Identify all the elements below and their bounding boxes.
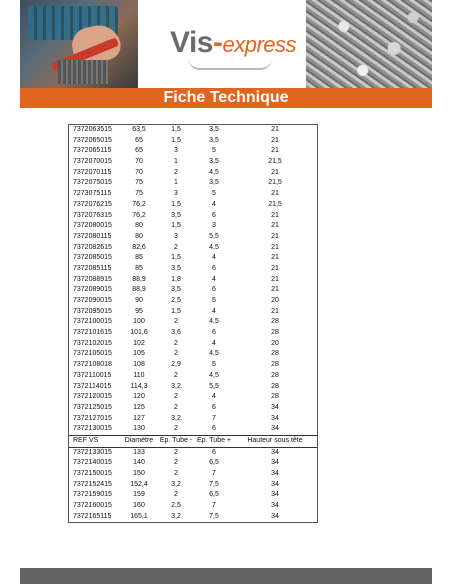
table-row [69,512,317,523]
table-cell: 34 [271,480,279,488]
table-cell: 6 [212,286,216,294]
table-cell: 127 [133,414,145,422]
table-cell: 21 [271,232,279,240]
table-cell: 7372080115 [73,232,112,240]
table-row [69,232,317,243]
table-cell: 7372088915 [73,275,112,283]
table-row [69,296,317,307]
table-cell: 28 [271,329,279,337]
table-cell: 7372127015 [73,414,112,422]
table-cell: 1 [174,179,178,187]
table-cell: 4,5 [209,318,219,326]
logo-swoosh [188,58,272,70]
table-cell: 1,8 [171,275,181,283]
table-cell: 21 [271,275,279,283]
table-cell: 4 [212,275,216,283]
table-cell: 76,2 [132,211,146,219]
table-cell: 4,5 [209,371,219,379]
table-cell: 75 [135,179,143,187]
table-cell: 7372089015 [73,286,112,294]
table-cell: 21 [271,147,279,155]
table-cell: 34 [271,425,279,433]
table-cell: 5,5 [209,232,219,240]
table-row [69,414,317,425]
table-cell: 21 [271,286,279,294]
table-cell: 2 [174,393,178,401]
table-cell: 21,5 [268,179,282,187]
table-cell: 2 [174,318,178,326]
table-cell: 34 [271,459,279,467]
table-cell: 7372070015 [73,158,112,166]
table-cell: 7372075015 [73,179,112,187]
table-cell: 7372070115 [73,168,112,176]
table-cell: 34 [271,414,279,422]
table-cell: 6 [212,329,216,337]
table-cell: 2 [174,350,178,358]
table-row [69,448,317,459]
table-cell: 3,5 [209,136,219,144]
table-cell: 4,5 [209,350,219,358]
table-cell: 3,2 [171,512,181,520]
table-cell: 3,5 [209,179,219,187]
table-cell: 105 [133,350,145,358]
brand-logo [170,26,296,60]
table-cell: 28 [271,371,279,379]
table-cell: 2 [174,168,178,176]
header-banner [20,0,432,88]
table-cell: 101,6 [130,329,148,337]
table-cell: 4 [212,393,216,401]
table-cell: 7372120015 [73,393,112,401]
table-cell: 1,5 [171,126,181,133]
table-cell: 7372101615 [73,329,112,337]
table-cell: 2 [174,403,178,411]
table-cell: 5 [212,361,216,369]
table-cell: 80 [135,222,143,230]
table-cell: 21 [271,243,279,251]
table-row [69,480,317,491]
table-row [69,189,317,200]
table-cell: 3,5 [209,126,219,133]
table-cell: 90 [135,297,143,304]
table-cell: 159 [133,491,145,499]
table-row [69,328,317,339]
table-cell: 4 [212,254,216,262]
table-cell: 63,5 [132,126,146,133]
table-cell: 88,9 [132,286,146,294]
table-cell: 3,2 [171,382,181,390]
table-cell: 7372133015 [73,448,112,456]
brand-name: Vis [170,26,213,59]
table-row [69,157,317,168]
table-row [69,490,317,501]
table-cell: 5 [212,147,216,155]
table-row [69,136,317,147]
table-cell: 21 [271,254,279,262]
table-cell: 7372085115 [73,264,112,272]
table-cell: 114,3 [130,382,148,390]
page-title: Fiche Technique [20,88,432,108]
table-cell: 21 [271,211,279,219]
table-cell: 2 [174,371,178,379]
table-cell: 3,5 [209,158,219,166]
table-cell: 7,5 [209,512,219,520]
table-row [69,178,317,189]
table-cell: 3,5 [171,211,181,219]
table-cell: 88,9 [132,275,146,283]
table-cell: 7372150015 [73,470,112,477]
table-row [69,146,317,157]
table-cell: 28 [271,361,279,369]
table-cell: 21 [271,307,279,315]
table-cell: 7372160015 [73,502,112,510]
workshop-photo [20,0,138,88]
table-cell: 34 [271,403,279,411]
table-cell: 7372110015 [73,371,112,379]
table-cell: 1,5 [171,200,181,208]
table-cell: 3,5 [171,264,181,272]
table-cell: 7372152415 [73,480,112,488]
table-cell: 150 [133,470,145,477]
table-cell: 5,5 [209,382,219,390]
table-cell: 102 [133,339,145,347]
table-cell: 7372065015 [73,136,112,144]
table-cell: 21 [271,222,279,230]
table-cell: 1,5 [171,222,181,230]
column-header: Diamètre [124,436,154,444]
table-cell: 65 [135,147,143,155]
table-cell: 2,5 [171,502,181,510]
table-cell: 2 [174,491,178,499]
table-cell: 34 [271,512,279,520]
table-cell: 21 [271,136,279,144]
table-cell: 3,5 [171,286,181,294]
brand-suffix: express [222,32,297,57]
table-cell: 7372090015 [73,297,112,304]
column-header: Ep. Tube + [196,436,232,444]
table-cell: 85 [135,254,143,262]
table-cell: 28 [271,350,279,358]
table-cell: 7,5 [209,480,219,488]
table-cell: 2,9 [171,361,181,369]
table-cell: 21,5 [268,158,282,166]
table-header-row [69,435,317,448]
table-row [69,243,317,254]
table-row [69,469,317,480]
table-row [69,360,317,371]
table-cell: 21 [271,126,279,133]
table-cell: 165,1 [130,512,148,520]
table-row [69,317,317,328]
table-cell: 3 [174,232,178,240]
table-cell: 3,6 [171,329,181,337]
table-row [69,125,317,136]
table-row [69,221,317,232]
table-cell: 7372102015 [73,339,112,347]
table-cell: 7372076215 [73,200,112,208]
table-cell: 160 [133,502,145,510]
table-cell: 130 [133,425,145,433]
table-cell: 7372125015 [73,403,112,411]
table-cell: 108 [133,361,145,369]
table-row [69,458,317,469]
table-cell: 34 [271,470,279,477]
footer-bar [20,568,432,584]
table-cell: 2 [174,448,178,456]
table-cell: 7372140015 [73,459,112,467]
table-cell: 34 [271,502,279,510]
table-cell: 7372080015 [73,222,112,230]
table-row [69,253,317,264]
table-cell: 1,5 [171,136,181,144]
table-cell: 70 [135,158,143,166]
table-cell: 5 [212,190,216,198]
table-cell: 3,2 [171,480,181,488]
table-row [69,371,317,382]
table-cell: 20 [271,297,279,304]
table-cell: 20 [271,339,279,347]
table-cell: 7372108018 [73,361,112,369]
table-cell: 7372159015 [73,491,112,499]
table-row [69,424,317,435]
table-row [69,349,317,360]
table-cell: 6 [212,403,216,411]
table-cell: 6 [212,448,216,456]
table-cell: 133 [133,448,145,456]
table-cell: 6 [212,211,216,219]
table-cell: 2 [174,425,178,433]
table-cell: 7372165115 [73,512,112,520]
table-cell: 95 [135,307,143,315]
table-cell: 4,5 [209,168,219,176]
table-cell: 1 [174,158,178,166]
table-cell: 7372076315 [73,211,112,219]
table-cell: 3 [174,147,178,155]
table-cell: 152,4 [130,480,148,488]
table-cell: 28 [271,382,279,390]
table-row [69,168,317,179]
table-cell: 6,5 [209,459,219,467]
table-row [69,307,317,318]
table-cell: 7372095015 [73,307,112,315]
table-cell: 21,5 [268,200,282,208]
table-cell: 140 [133,459,145,467]
table-cell: 120 [133,393,145,401]
table-cell: 21 [271,190,279,198]
table-cell: 2 [174,243,178,251]
table-row [69,339,317,350]
table-cell: 7372082615 [73,243,112,251]
table-cell: 7372114015 [73,382,112,390]
table-cell: 4 [212,339,216,347]
table-cell: 5 [212,297,216,304]
table-cell: 80 [135,232,143,240]
column-header: Hauteur sous tête [247,436,303,444]
table-cell: 1,5 [171,254,181,262]
table-cell: 28 [271,318,279,326]
spec-table [68,124,318,523]
table-cell: 3,2 [171,414,181,422]
table-cell: 2 [174,459,178,467]
brand-hyphen: - [213,26,223,59]
parts-box-graphic [58,60,108,84]
table-cell: 7372063515 [73,126,112,133]
table-cell: 7372085015 [73,254,112,262]
table-cell: 7273075115 [73,190,112,198]
table-row [69,211,317,222]
table-cell: 4,5 [209,243,219,251]
table-cell: 70 [135,168,143,176]
table-cell: 4 [212,200,216,208]
screws-photo [306,0,432,88]
table-cell: 7372105015 [73,350,112,358]
table-row [69,264,317,275]
table-row [69,200,317,211]
table-cell: 6 [212,264,216,272]
table-cell: 75 [135,190,143,198]
table-cell: 65 [135,136,143,144]
table-cell: 110 [133,371,145,379]
table-cell: 34 [271,448,279,456]
table-cell: 76,2 [132,200,146,208]
table-row [69,382,317,393]
table-cell: 7372065115 [73,147,112,155]
table-cell: 100 [133,318,145,326]
table-cell: 7372130015 [73,425,112,433]
table-row [69,403,317,414]
table-cell: 2 [174,339,178,347]
table-cell: 7 [212,414,216,422]
table-cell: 1,5 [171,307,181,315]
table-cell: 2,5 [171,297,181,304]
table-cell: 82,6 [132,243,146,251]
table-cell: 85 [135,264,143,272]
table-cell: 2 [174,470,178,477]
table-cell: 4 [212,307,216,315]
table-cell: 21 [271,168,279,176]
table-row [69,275,317,286]
column-header: Ep. Tube - [159,436,193,444]
table-cell: 3 [174,190,178,198]
table-row [69,392,317,403]
table-cell: 7 [212,470,216,477]
table-cell: 34 [271,491,279,499]
table-cell: 7372100015 [73,318,112,326]
table-row [69,285,317,296]
table-cell: 7 [212,502,216,510]
table-cell: 6,5 [209,491,219,499]
table-cell: 3 [212,222,216,230]
table-cell: 28 [271,393,279,401]
table-row [69,501,317,512]
table-cell: 125 [133,403,145,411]
column-header: REF VS [73,436,99,444]
table-cell: 21 [271,264,279,272]
table-cell: 6 [212,425,216,433]
